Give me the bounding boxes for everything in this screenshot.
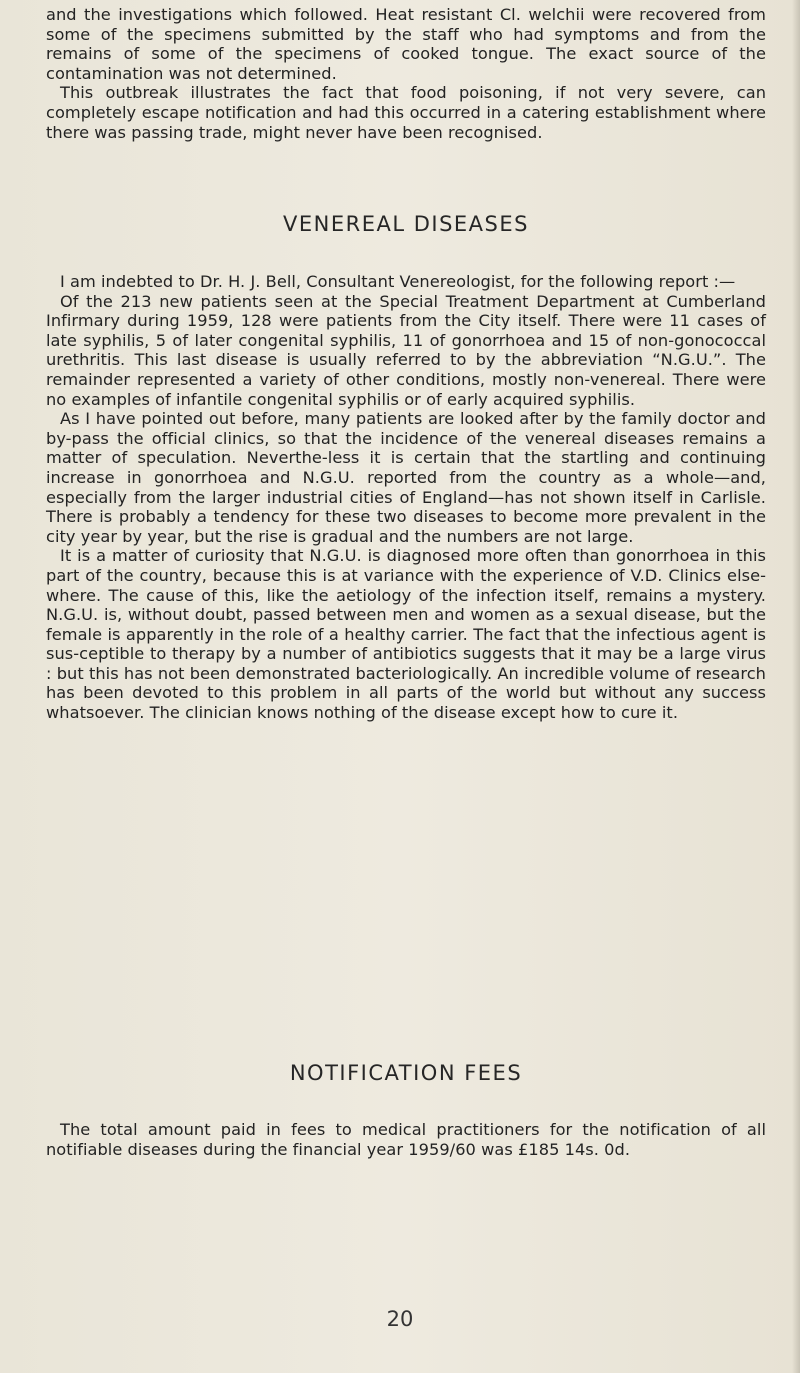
venereal-paragraph-4: It is a matter of curiosity that N.G.U. is diagnosed more often than gonorrhoea in this part of the country, because this is at variance with the experience of V.D. Clinics else-where. The cause of this, like the aetiology of the infection itself, remains a mystery. N.G.U. is, without doubt, passed between men and women as a sexual disease, but the female is apparently in the role of a healthy carrier. The fact that the infectious agent is sus-ceptible to therapy by a number of antibiotics suggests that it may be a large virus : but this has not been demonstrated bacteriologically. An incredible volume of research has been devoted to this problem in all parts of the world but without any success whatsoever. The clinician knows nothing of the disease except how to cure it. xyxy=(46,546,766,723)
notification-fees-heading: NOTIFICATION FEES xyxy=(289,1061,523,1085)
intro-paragraph-1: and the investigations which followed. Heat resistant Cl. welchii were recovered from some of the specimens submitted by the staff who had symptoms and from the remains of some of the specimens of cooked tongue. The exact source of the contamination was not determined. xyxy=(46,5,766,83)
fees-paragraph-1: The total amount paid in fees to medical practitioners for the notification of all notifiable diseases during the financial year 1959/60 was £185 14s. 0d. xyxy=(46,1120,766,1159)
venereal-paragraph-3: As I have pointed out before, many patients are looked after by the family doctor and by-pass the official clinics, so that the incidence of the venereal diseases remains a matter of speculation. Neverthe-less it is certain that the startling and continuing increase in gonorrhoea and N.G.U. reported from the country as a whole—and, especially from the larger industrial cities of England—has not shown itself in Carlisle. There is probably a tendency for these two diseases to become more prevalent in the city year by year, but the rise is gradual and the numbers are not large. xyxy=(46,409,766,546)
venereal-diseases-section xyxy=(46,272,766,723)
page-edge-shadow xyxy=(792,0,800,1373)
venereal-paragraph-1: I am indebted to Dr. H. J. Bell, Consultant Venereologist, for the following report :— xyxy=(60,272,736,291)
intro-section xyxy=(46,5,766,142)
page-number: 20 xyxy=(386,1307,414,1331)
notification-fees-section xyxy=(46,1120,766,1159)
venereal-diseases-heading: VENEREAL DISEASES xyxy=(283,212,529,236)
venereal-paragraph-2: Of the 213 new patients seen at the Special Treatment Department at Cumberland Infirmary during 1959, 128 were patients from the City itself. There were 11 cases of late syphilis, 5 of later congenital syphilis, 11 of gonorrhoea and 15 of non-gonococcal urethritis. This last disease is usually referred to by the abbreviation “N.G.U.”. The remainder represented a variety of other conditions, mostly non-venereal. There were no examples of infantile congenital syphilis or of early acquired syphilis. xyxy=(46,291,766,409)
intro-paragraph-2: This outbreak illustrates the fact that food poisoning, if not very severe, can completely escape notification and had this occurred in a catering establishment where there was passing trade, might never have been recognised. xyxy=(46,83,766,142)
